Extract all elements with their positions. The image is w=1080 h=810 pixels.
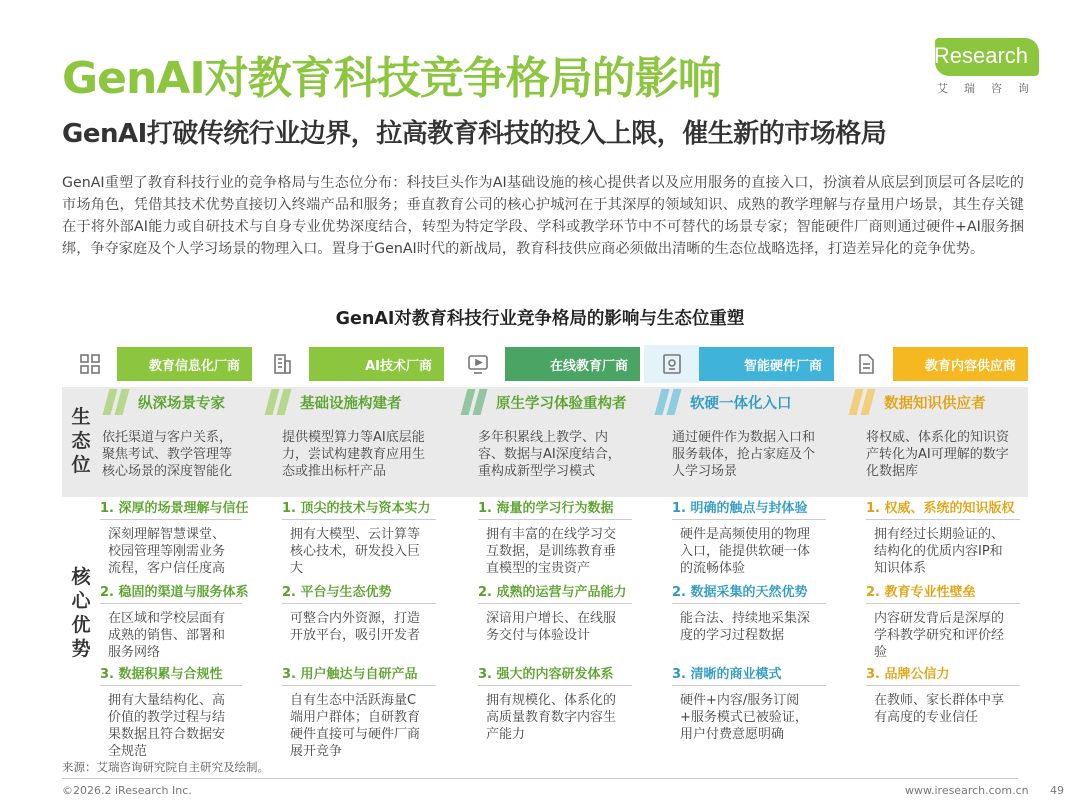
advantage-body: 在教师、家长群体中享有高度的专业信任 [874, 693, 1005, 725]
device-icon [644, 345, 699, 383]
advantage-divider [478, 603, 632, 604]
row-label-eco: 生 态 位 [71, 406, 91, 476]
advantage-divider [672, 519, 826, 520]
figure-title: GenAI对教育科技行业竞争格局的影响与生态位重塑 [335, 309, 745, 329]
advantage-divider [100, 685, 242, 686]
eco-title-row [264, 387, 434, 417]
advantage-body: 可整合内外资源，打造开放平台，吸引开发者 [290, 611, 421, 643]
advantage-divider [672, 685, 826, 686]
eco-description: 多年积累线上教学、内容、数据与AI深度结合，重构成新型学习模式 [478, 430, 621, 479]
device-icon [660, 352, 684, 376]
eco-title: 数据知识供应者 [884, 395, 986, 412]
advantage-title: 3. 清晰的商业模式 [672, 667, 782, 682]
advantage-title: 2. 数据采集的天然优势 [672, 585, 808, 600]
eco-title-row [654, 387, 824, 417]
eco-title-row [848, 387, 1018, 417]
advantage-title: 2. 平台与生态优势 [282, 585, 392, 600]
advantage-divider [282, 685, 436, 686]
advantage-body: 拥有规模化、体系化的高质量教育数字内容生产能力 [486, 693, 617, 742]
eco-title: 原生学习体验重构者 [496, 395, 627, 412]
advantage-divider [478, 519, 632, 520]
double-bar-icon [264, 389, 290, 415]
advantage-title: 3. 用户触达与自研产品 [282, 667, 418, 682]
advantage-divider [282, 519, 436, 520]
eco-description: 提供模型算力等AI底层能力，尝试构建教育应用生态或推出标杆产品 [282, 430, 426, 479]
double-bar-icon [654, 389, 680, 415]
grid-icon [78, 352, 102, 376]
eco-title: 纵深场景专家 [138, 395, 225, 412]
advantage-body: 内容研发背后是深厚的学科教学研究和评价经验 [874, 611, 1005, 660]
eco-title-row [102, 387, 272, 417]
column-header [644, 345, 834, 383]
advantage-body: 能合法、持续地采集深度的学习过程数据 [680, 611, 811, 643]
advantage-body: 拥有丰富的在线学习交互数据，是训练教育垂直模型的宝贵资产 [486, 527, 617, 576]
advantage-title: 3. 数据积累与合规性 [100, 667, 223, 682]
advantage-divider [866, 519, 1020, 520]
play-icon [450, 345, 505, 383]
double-bar-icon [460, 389, 486, 415]
advantage-body: 深谙用户增长、在线服务交付与体验设计 [486, 611, 617, 643]
logo-brand: iResearch [929, 43, 1029, 68]
column-header [838, 345, 1028, 383]
double-bar-icon [102, 389, 128, 415]
advantage-body: 硬件是高频使用的物理入口，能提供软硬一体的流畅体验 [680, 527, 811, 576]
advantage-title: 1. 权威、系统的知识版权 [866, 501, 1015, 516]
eco-title-row [460, 387, 630, 417]
eco-description: 依托渠道与客户关系，聚焦考试、教学管理等核心场景的深度智能化 [102, 430, 233, 479]
column-header-label: 教育信息化厂商 [117, 347, 252, 381]
column-header-label: 在线教育厂商 [505, 347, 640, 381]
advantage-divider [100, 603, 242, 604]
eco-description: 将权威、体系化的知识资产转化为AI可理解的数字化数据库 [866, 430, 1010, 479]
column-header [450, 345, 640, 383]
advantage-title: 1. 海量的学习行为数据 [478, 501, 614, 516]
iresearch-logo [925, 36, 1045, 98]
eco-description: 通过硬件作为数据入口和服务载体，抢占家庭及个人学习场景 [672, 430, 816, 479]
advantage-divider [282, 603, 436, 604]
ecosystem-table [62, 345, 1028, 765]
footer-divider [62, 778, 1018, 779]
advantage-title: 1. 顶尖的技术与资本实力 [282, 501, 431, 516]
intro-paragraph: GenAI重塑了教育科技行业的竞争格局与生态位分布：科技巨头作为AI基础设施的核心提供者以及应用服务的直接入口，扮演着从底层到顶层可各层吃的市场角色，凭借其技术优势直接切入终端产品和服务；垂直教育公司的核心护城河在于其深厚的领域知识、成熟的教学理解与存量用户场景，其生存关键在于将外部AI能力或自研技术与自身专业优势深度结合，转型为特定学段、学科或教学环节中不可替代的场景专家；智能硬件厂商则通过硬件+AI服务捆绑，争夺家庭及个人学习场景的物理入口。置身于GenAI时代的新战局，教育科技供应商必须做出清晰的生态位战略选择，打造差异化的竞争优势。 [62, 175, 1024, 257]
advantage-title: 2. 教育专业性壁垒 [866, 585, 976, 600]
column-header-label: 智能硬件厂商 [699, 347, 834, 381]
advantage-title: 3. 品牌公信力 [866, 667, 950, 682]
play-icon [466, 352, 490, 376]
website: www.iresearch.com.cn [905, 784, 1029, 797]
advantage-body: 拥有大模型、云计算等核心技术，研发投入巨大 [290, 527, 421, 576]
column-header [254, 345, 444, 383]
document-icon [854, 352, 878, 376]
advantage-divider [866, 685, 1020, 686]
page-title: GenAI对教育科技竞争格局的影响 [62, 53, 721, 104]
advantage-divider [866, 603, 1020, 604]
advantage-body: 拥有经过长期验证的、结构化的优质内容IP和知识体系 [874, 527, 1005, 576]
row-label-advantage: 核 心 优 势 [71, 566, 91, 660]
grid-icon [62, 345, 117, 383]
eco-title: 基础设施构建者 [300, 395, 402, 412]
advantage-body: 拥有大量结构化、高价值的教学过程与结果数据且符合数据安全规范 [108, 693, 226, 759]
advantage-body: 自有生态中活跃海量C端用户群体；自研教育硬件直接可与硬件厂商展开竞争 [290, 693, 421, 759]
double-bar-icon [848, 389, 874, 415]
column-header-label: 教育内容供应商 [893, 347, 1028, 381]
building-icon [270, 352, 294, 376]
advantage-title: 1. 深厚的场景理解与信任 [100, 501, 249, 516]
advantage-body: 深刻理解智慧课堂、校园管理等刚需业务流程，客户信任度高 [108, 527, 226, 576]
page-number: 49 [1050, 784, 1064, 797]
source-note: 来源：艾瑞咨询研究院自主研究及绘制。 [62, 760, 269, 774]
advantage-title: 3. 强大的内容研发体系 [478, 667, 614, 682]
eco-title: 软硬一体化入口 [690, 395, 792, 412]
column-header-label: AI技术厂商 [309, 347, 444, 381]
page-subtitle: GenAI打破传统行业边界，拉高教育科技的投入上限，催生新的市场格局 [62, 119, 887, 149]
advantage-title: 1. 明确的触点与封体验 [672, 501, 808, 516]
advantage-title: 2. 成熟的运营与产品能力 [478, 585, 627, 600]
column-header [62, 345, 252, 383]
copyright: ©2026.2 iResearch Inc. [62, 784, 192, 797]
advantage-divider [100, 519, 242, 520]
logo-cn: 艾瑞咨询 [937, 82, 1045, 95]
building-icon [254, 345, 309, 383]
document-icon [838, 345, 893, 383]
advantage-title: 2. 稳固的渠道与服务体系 [100, 585, 249, 600]
advantage-body: 在区域和学校层面有成熟的销售、部署和服务网络 [108, 611, 226, 660]
advantage-divider [478, 685, 632, 686]
advantage-body: 硬件+内容/服务订阅+服务模式已被验证，用户付费意愿明确 [680, 693, 808, 742]
advantage-divider [672, 603, 826, 604]
